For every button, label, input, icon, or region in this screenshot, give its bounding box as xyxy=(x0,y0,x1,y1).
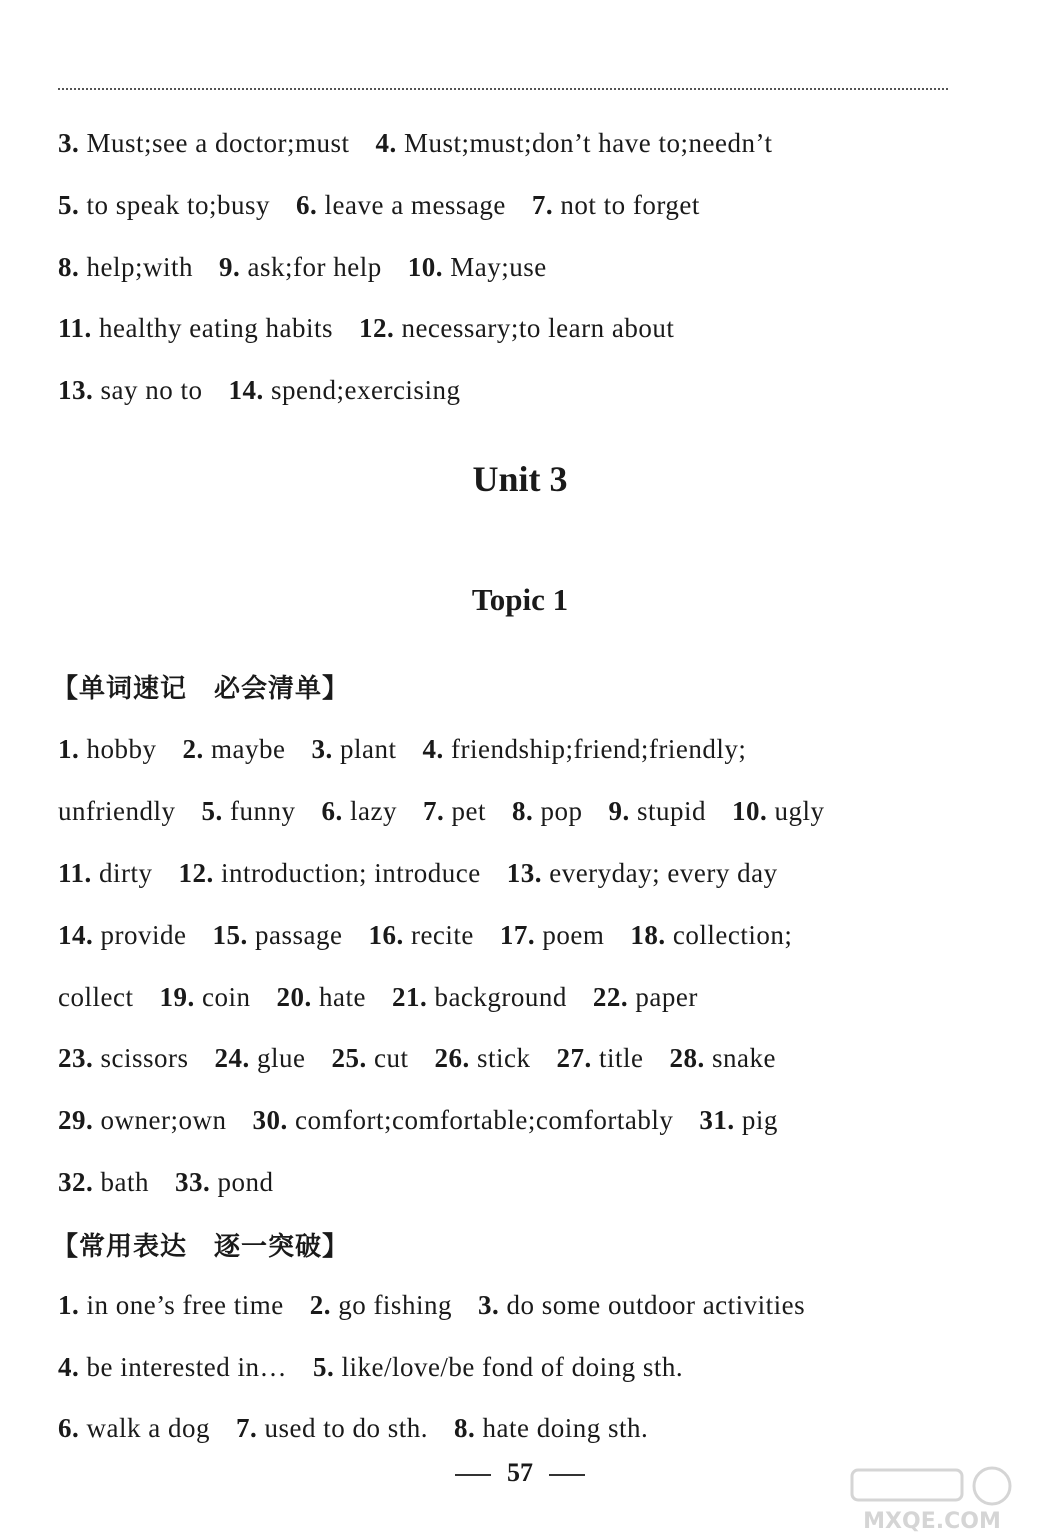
answer-number: 14. xyxy=(228,375,271,405)
answer-item xyxy=(58,375,203,405)
answer-line xyxy=(58,1410,980,1446)
answer-number: 23. xyxy=(58,1043,101,1073)
answer-number: 7. xyxy=(235,1413,265,1443)
answer-text: hate xyxy=(318,982,366,1012)
answer-text: leave a message xyxy=(324,190,506,220)
answer-item xyxy=(670,1043,776,1073)
answer-item xyxy=(58,1043,189,1073)
answer-text: friendship;friend;friendly; xyxy=(450,734,747,764)
answer-line xyxy=(58,979,980,1015)
answer-text: spend;exercising xyxy=(271,375,461,405)
answer-text: cut xyxy=(374,1043,409,1073)
answer-text: not to forget xyxy=(560,190,700,220)
answer-item xyxy=(252,1105,673,1135)
answer-item xyxy=(435,1043,531,1073)
answer-number: 4. xyxy=(58,1352,87,1382)
answer-item xyxy=(512,796,583,826)
answer-text: everyday; every day xyxy=(549,858,778,888)
answer-line xyxy=(58,187,980,223)
answer-number: 12. xyxy=(358,313,402,343)
answer-item xyxy=(58,920,186,950)
answer-text: poem xyxy=(542,920,605,950)
answer-number: 5. xyxy=(312,1352,342,1382)
answer-number: 4. xyxy=(422,734,451,764)
answer-number: 3. xyxy=(311,734,340,764)
answer-number: 13. xyxy=(506,858,550,888)
answer-number: 19. xyxy=(159,982,202,1012)
answer-text: necessary;to learn about xyxy=(401,313,675,343)
answer-text: help;with xyxy=(86,252,193,282)
answer-text: walk a dog xyxy=(86,1413,210,1443)
answer-text: unfriendly xyxy=(58,796,176,826)
page-number-dash-right xyxy=(549,1474,585,1476)
answer-number: 11. xyxy=(58,313,100,343)
answer-item xyxy=(321,796,396,826)
answer-item xyxy=(58,796,175,826)
answer-text: do some outdoor activities xyxy=(506,1290,806,1320)
answer-item xyxy=(332,1043,409,1073)
answer-number: 31. xyxy=(699,1105,742,1135)
answer-number: 15. xyxy=(212,920,255,950)
answer-number: 6. xyxy=(58,1413,87,1443)
answer-item xyxy=(500,920,605,950)
answer-number: 25. xyxy=(331,1043,375,1073)
answer-line xyxy=(58,731,980,767)
answer-item xyxy=(58,1290,284,1320)
answer-text: pet xyxy=(451,796,486,826)
watermark-logo xyxy=(832,1462,1032,1534)
answer-text: plant xyxy=(339,734,397,764)
answer-text: recite xyxy=(410,920,474,950)
answer-number: 14. xyxy=(58,920,101,950)
answer-text: background xyxy=(434,982,567,1012)
answer-text: hobby xyxy=(86,734,157,764)
answer-line xyxy=(58,372,980,408)
answer-text: Must;see a doctor;must xyxy=(86,128,350,158)
answer-number: 1. xyxy=(58,1290,87,1320)
answer-number: 11. xyxy=(58,858,100,888)
answer-number: 2. xyxy=(309,1290,339,1320)
answer-item xyxy=(276,982,365,1012)
answer-number: 33. xyxy=(175,1167,218,1197)
answer-number: 17. xyxy=(499,920,543,950)
answer-item xyxy=(359,313,674,343)
answer-item xyxy=(422,734,746,764)
answer-number: 7. xyxy=(531,190,561,220)
answer-text: lazy xyxy=(349,796,397,826)
answer-item xyxy=(732,796,825,826)
answer-number: 6. xyxy=(296,190,325,220)
answer-text: used to do sth. xyxy=(264,1413,428,1443)
answer-text: provide xyxy=(100,920,187,950)
answer-number: 6. xyxy=(321,796,350,826)
answer-item xyxy=(58,313,333,343)
answer-text: stick xyxy=(477,1043,531,1073)
answer-text: stupid xyxy=(636,796,706,826)
answer-number: 10. xyxy=(407,252,451,282)
answer-item xyxy=(311,734,396,764)
answer-text: pig xyxy=(741,1105,778,1135)
page-number-dash-left xyxy=(455,1474,491,1476)
answer-number: 29. xyxy=(58,1105,101,1135)
answer-text: passage xyxy=(254,920,343,950)
answer-number: 5. xyxy=(201,796,230,826)
answer-number: 10. xyxy=(731,796,775,826)
unit-title: Unit 3 xyxy=(472,459,568,499)
answer-text: glue xyxy=(257,1043,306,1073)
answer-number: 9. xyxy=(608,796,637,826)
answer-item xyxy=(58,734,157,764)
answer-text: pop xyxy=(540,796,583,826)
answer-number: 3. xyxy=(477,1290,507,1320)
answer-number: 2. xyxy=(182,734,211,764)
answer-text: bath xyxy=(100,1167,149,1197)
answer-text: like/love/be fond of doing sth. xyxy=(341,1352,684,1382)
page-number-value: 57 xyxy=(507,1458,533,1487)
answer-line xyxy=(58,793,980,829)
answer-item xyxy=(159,982,250,1012)
answer-number: 4. xyxy=(375,128,404,158)
answer-text: funny xyxy=(229,796,296,826)
answer-number: 21. xyxy=(391,982,435,1012)
answer-item xyxy=(219,252,382,282)
answer-line xyxy=(58,310,980,346)
answer-item xyxy=(478,1290,805,1320)
answer-number: 8. xyxy=(511,796,541,826)
answer-text: in one’s free time xyxy=(86,1290,284,1320)
answer-number: 8. xyxy=(58,252,87,282)
answer-text: ask;for help xyxy=(247,252,382,282)
answer-text: coin xyxy=(201,982,251,1012)
answer-number: 20. xyxy=(276,982,319,1012)
top-dotted-rule xyxy=(58,88,948,90)
answer-text: paper xyxy=(635,982,698,1012)
answer-number: 28. xyxy=(669,1043,713,1073)
answer-text: comfort;comfortable;comfortably xyxy=(294,1105,674,1135)
answer-item xyxy=(58,1413,210,1443)
answer-item xyxy=(212,920,342,950)
answer-number: 13. xyxy=(58,375,101,405)
answer-text: Must;must;don’t have to;needn’t xyxy=(403,128,773,158)
answer-text: title xyxy=(599,1043,644,1073)
answer-item xyxy=(375,128,772,158)
answer-item xyxy=(699,1105,778,1135)
section-expressions-title: 【常用表达 逐一突破】 xyxy=(52,1232,350,1262)
answer-item xyxy=(183,734,286,764)
answer-item xyxy=(236,1413,428,1443)
answer-text: healthy eating habits xyxy=(99,313,333,343)
topic-title: Topic 1 xyxy=(471,582,569,617)
answer-line xyxy=(58,1164,980,1200)
answer-item xyxy=(58,858,153,888)
answer-item xyxy=(175,1167,274,1197)
answer-item xyxy=(608,796,706,826)
answer-text: ugly xyxy=(774,796,825,826)
answer-line xyxy=(58,1040,980,1076)
answer-number: 16. xyxy=(368,920,411,950)
answer-item xyxy=(58,1352,287,1382)
answer-text: say no to xyxy=(100,375,203,405)
answer-text: hate doing sth. xyxy=(482,1413,649,1443)
answer-item xyxy=(557,1043,644,1073)
answer-text: collect xyxy=(58,982,134,1012)
answer-item xyxy=(313,1352,683,1382)
answer-item xyxy=(593,982,698,1012)
answer-line xyxy=(58,125,980,161)
answer-item xyxy=(58,252,193,282)
answer-text: owner;own xyxy=(100,1105,227,1135)
answer-item xyxy=(310,1290,452,1320)
answer-line xyxy=(58,1102,980,1138)
answer-text: be interested in… xyxy=(86,1352,287,1382)
answer-item xyxy=(532,190,700,220)
answer-line xyxy=(58,917,980,953)
answer-item xyxy=(58,982,133,1012)
answer-number: 9. xyxy=(219,252,248,282)
answer-number: 3. xyxy=(58,128,87,158)
answer-item xyxy=(392,982,567,1012)
answer-item xyxy=(215,1043,306,1073)
answer-text: May;use xyxy=(450,252,547,282)
answer-item xyxy=(58,1105,226,1135)
answer-item xyxy=(58,128,349,158)
answer-text: dirty xyxy=(99,858,153,888)
answer-number: 22. xyxy=(592,982,636,1012)
answer-number: 5. xyxy=(58,190,87,220)
answer-text: snake xyxy=(712,1043,776,1073)
watermark-text: MXQE.COM xyxy=(863,1509,1001,1534)
answer-number: 32. xyxy=(58,1167,101,1197)
answer-item xyxy=(58,1167,149,1197)
answer-text: maybe xyxy=(211,734,286,764)
answer-number: 30. xyxy=(252,1105,295,1135)
answer-item xyxy=(179,858,481,888)
answer-item xyxy=(454,1413,648,1443)
answer-item xyxy=(368,920,473,950)
answer-number: 24. xyxy=(214,1043,258,1073)
answer-text: to speak to;busy xyxy=(86,190,270,220)
answer-text: collection; xyxy=(672,920,793,950)
answer-item xyxy=(229,375,461,405)
answer-line xyxy=(58,1287,980,1323)
answer-number: 8. xyxy=(453,1413,483,1443)
answer-number: 27. xyxy=(556,1043,600,1073)
answer-line xyxy=(58,249,980,285)
answer-text: go fishing xyxy=(338,1290,452,1320)
answer-number: 1. xyxy=(58,734,87,764)
section-vocabulary-title: 【单词速记 必会清单】 xyxy=(52,674,350,704)
answer-item xyxy=(423,796,486,826)
answer-number: 12. xyxy=(178,858,222,888)
answer-line xyxy=(58,1349,980,1385)
answer-text: pond xyxy=(217,1167,274,1197)
answer-item xyxy=(58,190,270,220)
answer-number: 26. xyxy=(434,1043,478,1073)
answer-item xyxy=(296,190,506,220)
answer-item xyxy=(408,252,547,282)
answer-item xyxy=(507,858,778,888)
answer-text: scissors xyxy=(100,1043,189,1073)
answer-text: introduction; introduce xyxy=(221,858,481,888)
answer-item xyxy=(630,920,792,950)
answer-number: 18. xyxy=(630,920,673,950)
answer-line xyxy=(58,855,980,891)
answer-number: 7. xyxy=(422,796,452,826)
answer-item xyxy=(201,796,295,826)
